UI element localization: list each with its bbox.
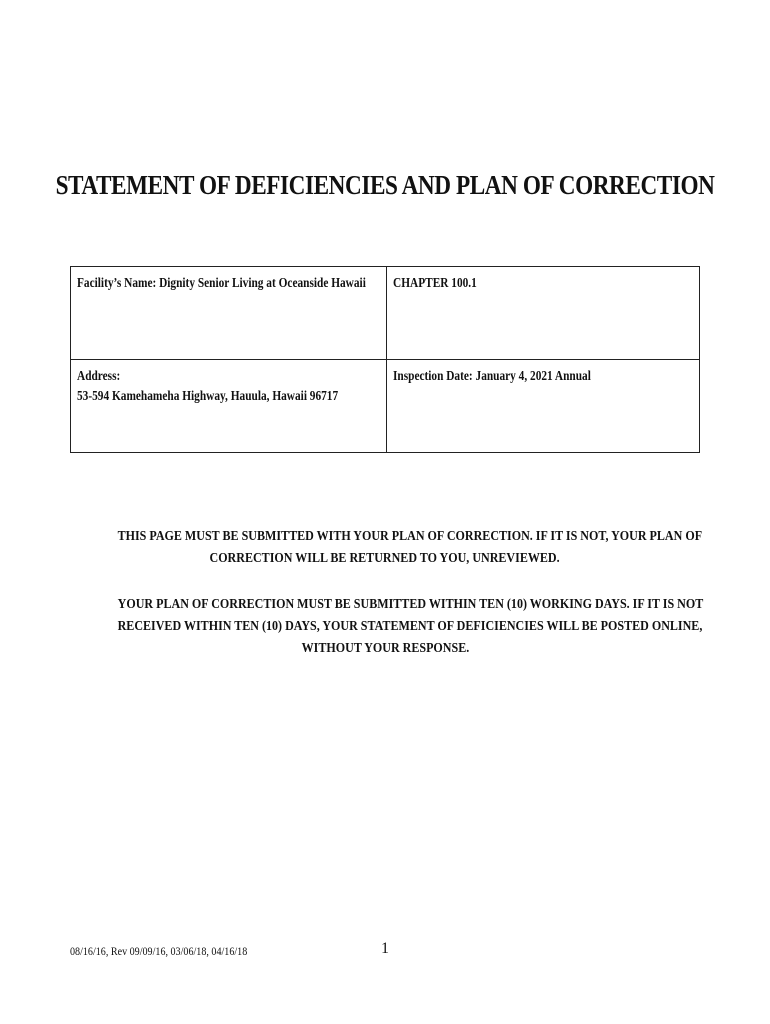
address-value: 53-594 Kamehameha Highway, Hauula, Hawaii 96717 xyxy=(77,388,339,403)
facility-name: Facility’s Name: Dignity Senior Living at Oceanside Hawaii xyxy=(77,275,366,290)
facility-name-cell xyxy=(71,267,387,360)
table-row xyxy=(71,267,700,360)
notice-line: WITHOUT YOUR RESPONSE. xyxy=(301,641,469,656)
notice-line: RECEIVED WITHIN TEN (10) DAYS, YOUR STATEMENT OF DEFICIENCIES WILL BE POSTED ONLINE, xyxy=(117,619,703,634)
notice-line: THIS PAGE MUST BE SUBMITTED WITH YOUR PLAN OF CORRECTION. IF IT IS NOT, YOUR PLAN OF xyxy=(117,529,703,544)
chapter-cell xyxy=(387,267,700,360)
chapter: CHAPTER 100.1 xyxy=(393,275,477,290)
submission-notice xyxy=(70,526,703,570)
inspection-date: Inspection Date: January 4, 2021 Annual xyxy=(393,368,591,383)
notice-line: YOUR PLAN OF CORRECTION MUST BE SUBMITTED WITHIN TEN (10) WORKING DAYS. IF IT IS NOT xyxy=(117,597,704,612)
deadline-notice xyxy=(70,594,704,660)
footer-revision-dates: 08/16/16, Rev 09/09/16, 03/06/18, 04/16/18 xyxy=(70,944,248,958)
document-title: STATEMENT OF DEFICIENCIES AND PLAN OF CORRECTION xyxy=(55,170,715,200)
page-number: 1 xyxy=(381,940,389,957)
inspection-date-cell xyxy=(387,360,700,453)
address-cell xyxy=(71,360,387,453)
address-label: Address: xyxy=(77,368,121,383)
table-row xyxy=(71,360,700,453)
facility-info-table xyxy=(70,266,700,453)
notice-line: CORRECTION WILL BE RETURNED TO YOU, UNREVIEWED. xyxy=(209,551,561,566)
